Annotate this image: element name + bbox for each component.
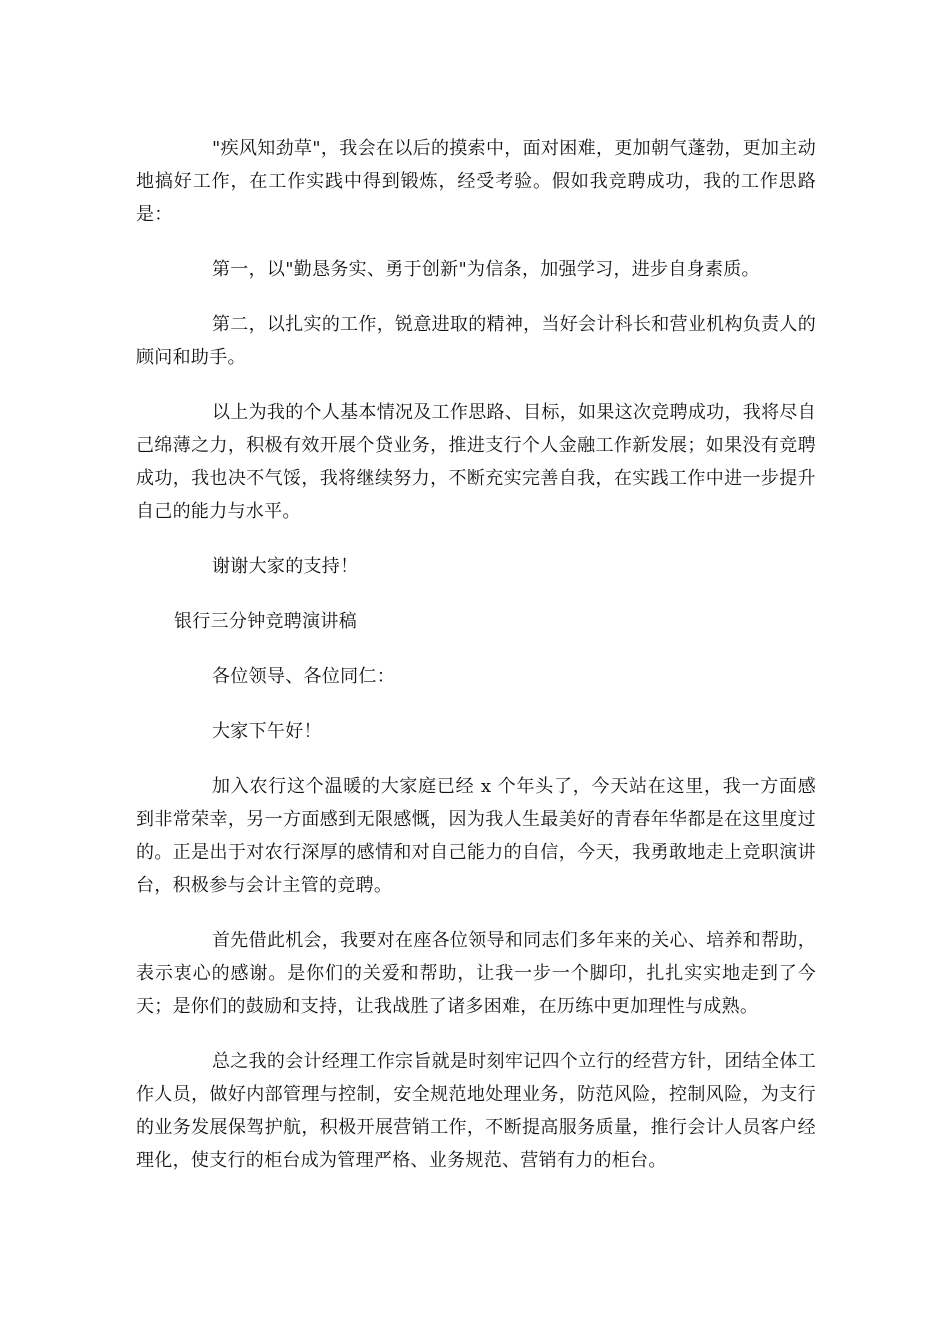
paragraph-greeting: 大家下午好！	[212, 721, 322, 742]
paragraph-perseverance: "疾风知劲草"，我会在以后的摸索中，面对困难，更加朝气蓬勃，更加主动地搞好工作，在工作实践中得到锻炼，经受考验。假如我竞聘成功，我的工作思路是：	[136, 138, 816, 225]
paragraph-work-principle: 总之我的会计经理工作宗旨就是时刻牢记四个立行的经营方针，团结全体工作人员，做好内部管理与控制，安全规范地处理业务，防范风险，控制风险，为支行的业务发展保驾护航，积极开展营销工作，不断提高服务质量，推行会计人员客户经理化，使支行的柜台成为管理严格、业务规范、营销有力的柜台。	[136, 1051, 816, 1171]
paragraph-summary: 以上为我的个人基本情况及工作思路、目标，如果这次竞聘成功，我将尽自己绵薄之力，积极有效开展个贷业务，推进支行个人金融工作新发展；如果没有竞聘成功，我也决不气馁，我将继续努力，不断充实完善自我，在实践工作中进一步提升自己的能力与水平。	[136, 402, 816, 522]
paragraph-second-point: 第二，以扎实的工作，锐意进取的精神，当好会计科长和营业机构负责人的顾问和助手。	[136, 314, 816, 368]
paragraph-thanks: 谢谢大家的支持！	[212, 556, 359, 577]
paragraph-first-point: 第一，以"勤恳务实、勇于创新"为信条，加强学习，进步自身素质。	[212, 259, 760, 280]
document-body	[136, 132, 816, 1199]
section-title: 银行三分钟竞聘演讲稿	[174, 611, 357, 632]
paragraph-gratitude: 首先借此机会，我要对在座各位领导和同志们多年来的关心、培养和帮助，表示衷心的感谢。是你们的关爱和帮助，让我一步一个脚印，扎扎实实地走到了今天；是你们的鼓励和支持，让我战胜了诸多困难，在历练中更加理性与成熟。	[136, 930, 816, 1017]
paragraph-introduction: 加入农行这个温暖的大家庭已经 x 个年头了，今天站在这里，我一方面感到非常荣幸，另一方面感到无限感慨，因为我人生最美好的青春年华都是在这里度过的。正是出于对农行深厚的感情和对自己能力的自信，今天，我勇敢地走上竞职演讲台，积极参与会计主管的竞聘。	[136, 776, 816, 896]
paragraph-salutation: 各位领导、各位同仁：	[212, 666, 395, 687]
